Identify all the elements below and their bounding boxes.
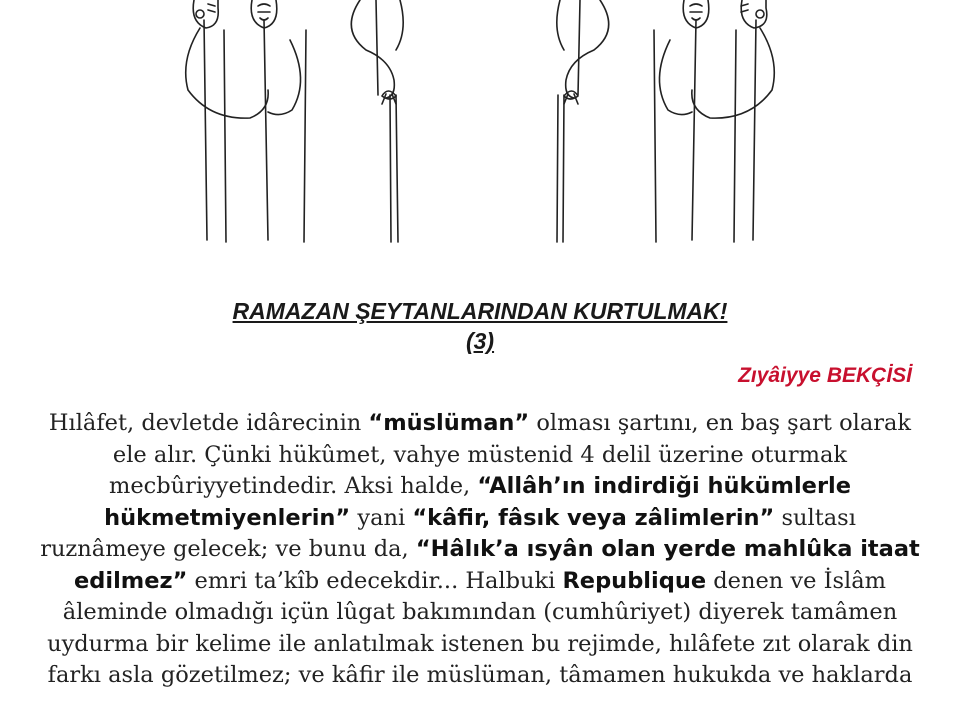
title-line-1: RAMAZAN ŞEYTANLARINDAN KURTULMAK! bbox=[232, 298, 728, 324]
strings bbox=[204, 0, 756, 242]
right-large-figure bbox=[557, 0, 609, 104]
bold-text-run: “müslüman” bbox=[368, 410, 530, 436]
left-puppet-heads bbox=[186, 0, 301, 118]
article-title bbox=[0, 296, 960, 356]
bold-text-run: “Hâlık’a ısyân olan yerde mahlûka itaat edilmez” bbox=[74, 536, 920, 594]
bold-text-run: “kâfir, fâsık veya zâlimlerin” bbox=[412, 504, 775, 531]
text-run: sultası ruznâmeye gelecek; ve bunu da, bbox=[40, 504, 856, 562]
text-run: yani bbox=[350, 504, 413, 531]
article-paragraph bbox=[40, 408, 920, 692]
text-run: olması şartını, en baş şart olarak ele alır. Çünki hükûmet, vahye müstenid 4 delil üzerine oturmak mecbûriyyetindedir. Aksi halde, bbox=[108, 410, 912, 499]
bold-text-run: “Allâh’ın indirdiği hükümlerle hükmetmiyenlerin” bbox=[104, 473, 852, 531]
title-line-2: (3) bbox=[465, 328, 495, 354]
text-run: emri ta’kîb edecekdir... Halbuki bbox=[187, 567, 563, 594]
hanging-puppets-illustration bbox=[160, 0, 800, 250]
author-name: Zıyâiyye BEKÇİSİ bbox=[738, 364, 912, 387]
text-run: Hılâfet, devletde idârecinin bbox=[48, 410, 369, 436]
text-run: denen ve İslâm âleminde olmadığı içün lûgat bakımından (cumhûriyet) diyerek tamâmen uydurma bir kelime ile anlatılmak istenen bu rejimde, hılâfete zıt olarak din farkı asla gözetilmez; ve kâfir ile müslüman, tâmamen hukukda ve haklarda bbox=[47, 567, 913, 688]
right-puppet-heads bbox=[659, 0, 774, 118]
bold-text-run: Republique bbox=[562, 567, 707, 594]
